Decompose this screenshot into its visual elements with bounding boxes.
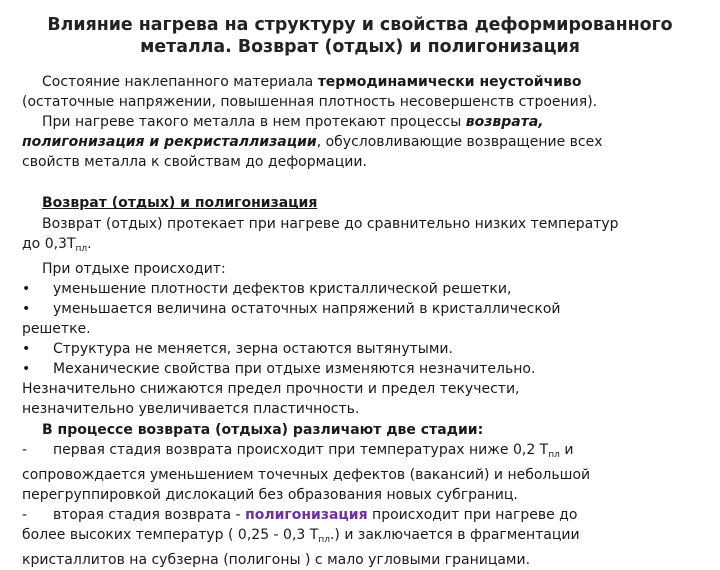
- bullet-item-1: [22, 279, 702, 299]
- bullet-text: уменьшение плотности дефектов кристаллической решетки,: [53, 280, 512, 297]
- section-para-3: Незначительно снижаются предел прочности и предел текучести,: [22, 381, 520, 398]
- text: вторая стадия возврата -: [53, 506, 246, 523]
- stage-1: [22, 440, 702, 465]
- bullet-icon: •: [22, 361, 31, 378]
- section-para-2: При отдыхе происходит:: [42, 260, 226, 277]
- text: более высоких температур ( 0,25 - 0,3 T: [22, 526, 319, 543]
- process-term-return: возврата,: [465, 114, 544, 131]
- subscript: пл: [318, 534, 330, 545]
- bullet-text: Механические свойства при отдыхе изменяются незначительно.: [53, 361, 536, 378]
- stage-2: [22, 505, 702, 525]
- bullet-item-2-cont: решетке.: [22, 321, 91, 338]
- slide-title: [0, 14, 720, 58]
- bullet-icon: •: [22, 300, 31, 317]
- section-heading: [22, 193, 702, 213]
- intro-line-5: свойств металла к свойствам до деформации.: [22, 154, 367, 171]
- section-para-1: Возврат (отдых) протекает при нагреве до сравнительно низких температур: [42, 215, 619, 232]
- stage-2-cont-2: кристаллитов на субзерна (полигоны ) с мало угловыми границами.: [22, 552, 531, 569]
- text: происходит при нагреве до: [367, 506, 578, 523]
- subscript: пл: [548, 449, 560, 460]
- title-line-1: Влияние нагрева на структуру и свойства деформированного: [47, 15, 673, 35]
- section-heading-text: Возврат (отдых) и полигонизация: [42, 195, 318, 212]
- intro-text: Состояние наклепанного материала: [42, 74, 318, 90]
- text: и: [559, 441, 574, 458]
- dash-marker: -: [22, 506, 28, 523]
- text: первая стадия возврата происходит при температурах ниже 0,2 T: [53, 441, 549, 458]
- bullet-text: Структура не меняется, зерна остаются вытянутыми.: [53, 341, 453, 358]
- stages-heading: [22, 420, 702, 440]
- slide-body: [22, 72, 702, 570]
- subscript: пл: [75, 243, 88, 254]
- text: .) и заключается в фрагментации: [329, 526, 580, 543]
- intro-emphasis: термодинамически неустойчиво: [317, 74, 582, 90]
- title-line-2: металла. Возврат (отдых) и полигонизация: [140, 37, 580, 57]
- bullet-item-4: [22, 359, 702, 379]
- stage-1-cont-1: сопровождается уменьшением точечных дефектов (вакансий) и небольшой: [22, 466, 591, 483]
- intro-line-4: [22, 132, 702, 152]
- intro-line-3: [22, 112, 702, 132]
- bullet-text: уменьшается величина остаточных напряжений в кристаллической: [53, 300, 561, 317]
- text: до 0,3T: [22, 235, 76, 252]
- bullet-item-3: [22, 339, 702, 359]
- intro-line-1: [22, 72, 702, 92]
- bullet-icon: •: [22, 341, 31, 358]
- stage-1-cont-2: перегруппировкой дислокаций без образования новых субграниц.: [22, 486, 518, 503]
- process-terms: полигонизация и рекристаллизации: [22, 134, 317, 151]
- stages-heading-text: В процессе возврата (отдыха) различают две стадии:: [42, 421, 484, 438]
- section-para-1-cont: [22, 234, 702, 259]
- bullet-icon: •: [22, 280, 31, 297]
- intro-text: , обусловливающие возвращение всех: [316, 134, 603, 151]
- section-para-3-cont: незначительно увеличивается пластичность.: [22, 401, 360, 418]
- stage-2-cont-1: [22, 525, 702, 550]
- dash-marker: -: [22, 441, 28, 458]
- text: .: [87, 235, 92, 252]
- polygonization-term: полигонизация: [245, 506, 368, 523]
- intro-text: При нагреве такого металла в нем протекают процессы: [42, 114, 466, 131]
- bullet-item-2: [22, 299, 702, 319]
- intro-line-2: (остаточные напряжении, повышенная плотность несовершенств строения).: [22, 94, 598, 111]
